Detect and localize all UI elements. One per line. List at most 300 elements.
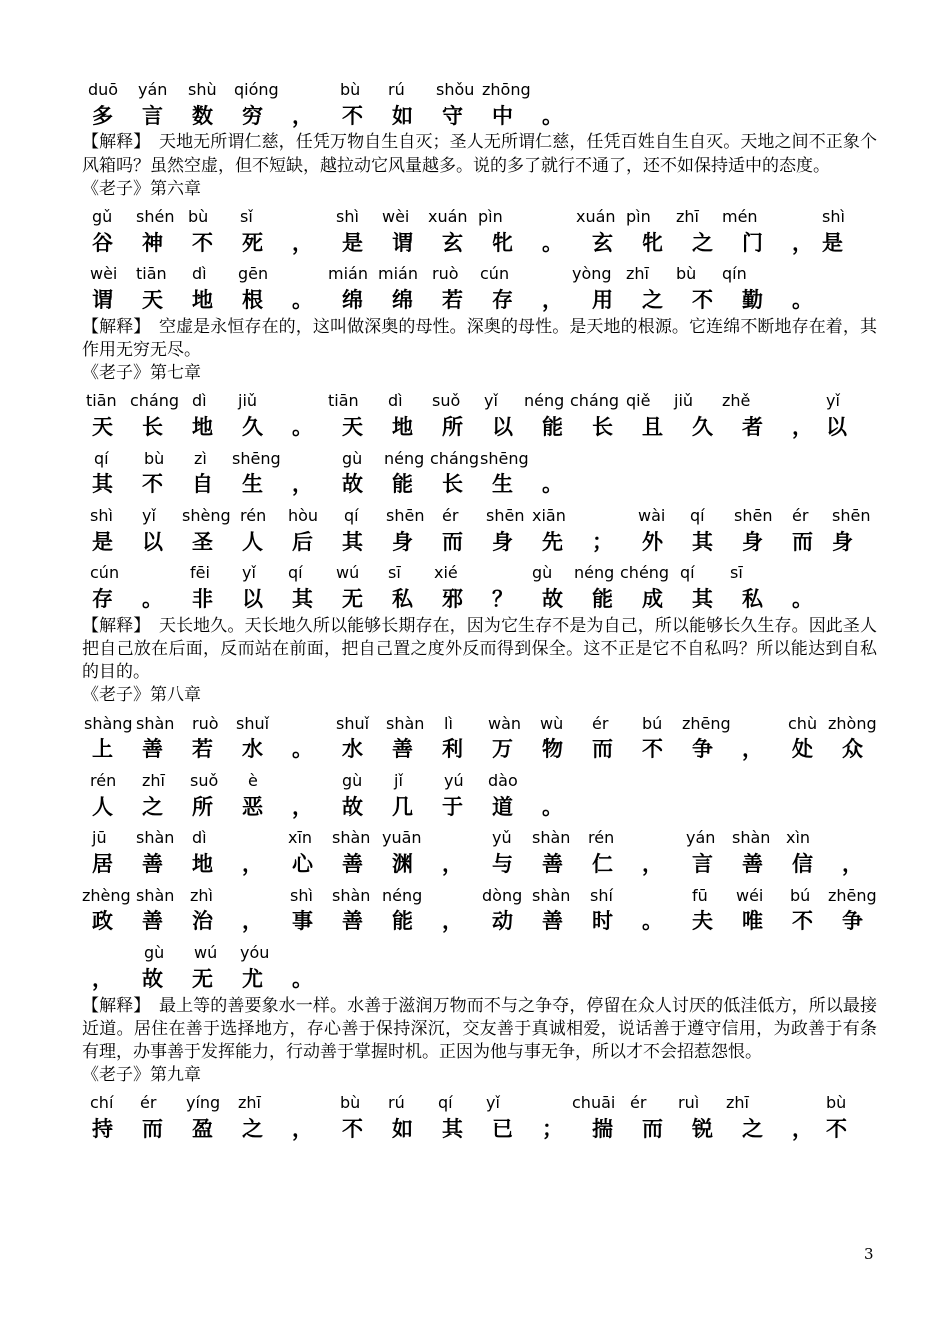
pinyin-syllable: shù <box>188 80 217 99</box>
pinyin-syllable: shì <box>90 506 113 526</box>
hanzi-line <box>82 851 877 880</box>
hanzi-character: 无 <box>192 966 213 991</box>
pinyin-syllable: dì <box>192 828 207 848</box>
pinyin-syllable: shèng <box>182 506 231 526</box>
hanzi-character: 以 <box>242 587 263 612</box>
hanzi-character: 上 <box>92 737 113 762</box>
hanzi-character: 不 <box>192 230 213 255</box>
pinyin-line <box>82 708 877 737</box>
hanzi-character: 言 <box>142 103 163 128</box>
pinyin-syllable: qiě <box>626 391 651 411</box>
pinyin-syllable: qí <box>690 506 705 526</box>
hanzi-character: 善 <box>342 852 363 877</box>
hanzi-character: 身 <box>392 529 413 554</box>
pinyin-syllable: qí <box>94 448 109 468</box>
hanzi-line <box>82 287 877 316</box>
pinyin-syllable: néng <box>574 563 615 583</box>
hanzi-character: 玄 <box>592 230 613 255</box>
hanzi-character: 谓 <box>92 288 113 313</box>
pinyin-line <box>82 500 877 529</box>
hanzi-character: 天 <box>342 415 363 440</box>
hanzi-character: 而 <box>142 1117 163 1142</box>
hanzi-character: 是 <box>342 230 363 255</box>
hanzi-character: 其 <box>292 587 313 612</box>
pinyin-syllable: shì <box>290 885 313 905</box>
pinyin-syllable: zhī <box>142 771 165 791</box>
hanzi-character: 先 <box>542 529 563 554</box>
hanzi-character: 以 <box>492 415 513 440</box>
pinyin-syllable: bú <box>642 713 663 733</box>
hanzi-character: 。 <box>792 587 813 612</box>
hanzi-character: 牝 <box>492 230 513 255</box>
hanzi-character: 所 <box>442 415 463 440</box>
hanzi-character: 身 <box>492 529 513 554</box>
hanzi-character: 政 <box>92 909 113 934</box>
pinyin-syllable: gēn <box>238 264 269 284</box>
pinyin-syllable: yòng <box>572 264 612 284</box>
hanzi-character: 门 <box>742 230 763 255</box>
hanzi-character: 私 <box>392 587 413 612</box>
pinyin-syllable: rén <box>588 828 615 848</box>
hanzi-character: 。 <box>542 103 563 128</box>
hanzi-character: 生 <box>242 472 263 497</box>
explanation-paragraph: 【解释】 天地无所谓仁慈，任凭万物自生自灭；圣人无所谓仁慈，任凭百姓自生自灭。天地之间不正象个风箱吗？虽然空虚，但不短缺，越拉动它风量越多。说的多了就行不通了，还不如保持适中的态度。 <box>82 132 877 176</box>
hanzi-character: 自 <box>192 472 213 497</box>
hanzi-character: 道 <box>492 794 513 819</box>
hanzi-character: 。 <box>142 587 163 612</box>
hanzi-character: 不 <box>642 737 663 762</box>
hanzi-character: 天 <box>92 415 113 440</box>
hanzi-character: 居 <box>92 852 113 877</box>
hanzi-character: 生 <box>492 472 513 497</box>
hanzi-character: 地 <box>192 852 213 877</box>
pinyin-syllable: shàn <box>136 828 175 848</box>
pinyin-syllable: rú <box>388 80 405 99</box>
pinyin-syllable: bù <box>188 206 209 226</box>
hanzi-line <box>82 103 877 132</box>
hanzi-character: 于 <box>442 794 463 819</box>
pinyin-syllable: qióng <box>234 80 279 99</box>
hanzi-character: 几 <box>392 794 413 819</box>
pinyin-syllable: shì <box>336 206 359 226</box>
hanzi-character: 不 <box>342 1117 363 1142</box>
pinyin-syllable: shàn <box>532 885 571 905</box>
hanzi-character: 善 <box>542 852 563 877</box>
pinyin-line <box>82 557 877 586</box>
pinyin-syllable: xiān <box>532 506 566 526</box>
hanzi-character: ， <box>642 852 663 877</box>
pinyin-syllable: néng <box>384 448 425 468</box>
pinyin-syllable: dì <box>388 391 403 411</box>
pinyin-syllable: shēng <box>232 448 281 468</box>
pinyin-syllable: chù <box>788 713 818 733</box>
hanzi-character: ， <box>92 966 113 991</box>
hanzi-character: 与 <box>492 852 513 877</box>
hanzi-character: 圣 <box>192 529 213 554</box>
hanzi-character: 。 <box>542 472 563 497</box>
pinyin-syllable: qí <box>288 563 303 583</box>
pinyin-syllable: shēn <box>486 506 525 526</box>
hanzi-character: 用 <box>592 288 613 313</box>
hanzi-line <box>82 230 877 259</box>
pinyin-syllable: zhī <box>726 1093 749 1113</box>
pinyin-syllable: zhèng <box>82 885 131 905</box>
hanzi-character: 地 <box>192 415 213 440</box>
pinyin-syllable: dì <box>192 264 207 284</box>
hanzi-line <box>82 529 877 558</box>
pinyin-syllable: qí <box>680 563 695 583</box>
hanzi-character: 者 <box>742 415 763 440</box>
pinyin-syllable: ruì <box>678 1093 700 1113</box>
pinyin-syllable: lì <box>444 713 453 733</box>
hanzi-character: 长 <box>142 415 163 440</box>
pinyin-syllable: mián <box>378 264 418 284</box>
pinyin-syllable: cháng <box>130 391 180 411</box>
chapter-title: 《老子》第六章 <box>82 178 201 199</box>
pinyin-syllable: cún <box>480 264 510 284</box>
hanzi-character: 。 <box>792 288 813 313</box>
hanzi-character: 物 <box>542 737 563 762</box>
hanzi-character: 久 <box>692 415 713 440</box>
hanzi-character: 故 <box>342 472 363 497</box>
hanzi-character: 揣 <box>592 1117 613 1142</box>
pinyin-syllable: tiān <box>86 391 117 411</box>
pinyin-syllable: bù <box>144 448 165 468</box>
pinyin-syllable: wù <box>540 713 564 733</box>
hanzi-character: 万 <box>492 737 513 762</box>
hanzi-character: ， <box>442 909 463 934</box>
hanzi-character: 尤 <box>242 966 263 991</box>
hanzi-character: 仁 <box>592 852 613 877</box>
hanzi-character: 能 <box>592 587 613 612</box>
hanzi-character: ， <box>292 472 313 497</box>
pinyin-syllable: shǒu <box>436 80 475 99</box>
pinyin-syllable: zhě <box>722 391 751 411</box>
pinyin-syllable: pìn <box>626 206 651 226</box>
hanzi-character: 而 <box>792 529 813 554</box>
hanzi-character: ， <box>442 852 463 877</box>
hanzi-character: 且 <box>642 415 663 440</box>
hanzi-character: ， <box>842 852 863 877</box>
hanzi-character: 。 <box>292 415 313 440</box>
hanzi-character: 心 <box>292 852 313 877</box>
explanation-paragraph: 【解释】 空虚是永恒存在的，这叫做深奥的母性。深奥的母性。是天地的根源。它连绵不断地存在着，其作用无穷无尽。 <box>82 316 877 360</box>
hanzi-character: 盈 <box>192 1117 213 1142</box>
hanzi-character: ， <box>292 1117 313 1142</box>
pinyin-syllable: chéng <box>620 563 670 583</box>
pinyin-syllable: ér <box>592 713 609 733</box>
hanzi-character: ， <box>292 103 313 128</box>
pinyin-syllable: zhōng <box>482 80 531 99</box>
pinyin-syllable: qí <box>438 1093 453 1113</box>
pinyin-syllable: shàn <box>732 828 771 848</box>
hanzi-character: 牝 <box>642 230 663 255</box>
hanzi-character: 长 <box>442 472 463 497</box>
pinyin-syllable: jǐ <box>394 771 403 791</box>
pinyin-syllable: wài <box>638 506 666 526</box>
hanzi-character: 身 <box>742 529 763 554</box>
pinyin-syllable: cún <box>90 563 120 583</box>
hanzi-character: 水 <box>242 737 263 762</box>
hanzi-character: 邪 <box>442 587 463 612</box>
hanzi-character: 之 <box>242 1117 263 1142</box>
pinyin-syllable: ér <box>442 506 459 526</box>
hanzi-character: ， <box>792 415 813 440</box>
hanzi-character: 其 <box>342 529 363 554</box>
hanzi-line <box>82 794 877 823</box>
hanzi-character: 善 <box>392 737 413 762</box>
hanzi-character: 神 <box>142 230 163 255</box>
pinyin-syllable: ér <box>792 506 809 526</box>
pinyin-syllable: néng <box>524 391 565 411</box>
hanzi-character: 善 <box>342 909 363 934</box>
pinyin-syllable: yuān <box>382 828 422 848</box>
pinyin-syllable: yǐ <box>242 563 256 583</box>
hanzi-character: 持 <box>92 1117 113 1142</box>
hanzi-character: 故 <box>142 966 163 991</box>
hanzi-character: 之 <box>642 288 663 313</box>
pinyin-syllable: bù <box>826 1093 847 1113</box>
hanzi-character: 善 <box>542 909 563 934</box>
pinyin-syllable: hòu <box>288 506 319 526</box>
hanzi-character: 不 <box>826 1117 847 1142</box>
hanzi-line <box>82 1116 877 1145</box>
hanzi-character: 不 <box>142 472 163 497</box>
hanzi-character: 如 <box>392 1117 413 1142</box>
pinyin-line <box>82 1087 877 1116</box>
pinyin-syllable: wéi <box>736 885 764 905</box>
pinyin-line <box>82 765 877 794</box>
hanzi-character: 事 <box>292 909 313 934</box>
hanzi-character: ， <box>242 852 263 877</box>
hanzi-character: 众 <box>842 737 863 762</box>
hanzi-character: 不 <box>342 103 363 128</box>
hanzi-character: 。 <box>292 737 313 762</box>
pinyin-line <box>82 258 877 287</box>
hanzi-character: 时 <box>592 909 613 934</box>
pinyin-syllable: shuǐ <box>336 713 370 733</box>
hanzi-character: 玄 <box>442 230 463 255</box>
pinyin-syllable: shàn <box>532 828 571 848</box>
hanzi-character: 若 <box>192 737 213 762</box>
hanzi-character: 谓 <box>392 230 413 255</box>
hanzi-character: 其 <box>692 529 713 554</box>
hanzi-character: 善 <box>142 852 163 877</box>
hanzi-line <box>82 908 877 937</box>
pinyin-syllable: zhī <box>676 206 699 226</box>
hanzi-character: 不 <box>792 909 813 934</box>
pinyin-syllable: jū <box>92 828 107 848</box>
pinyin-syllable: chuāi <box>572 1093 616 1113</box>
hanzi-character: 。 <box>542 230 563 255</box>
pinyin-line <box>82 822 877 851</box>
hanzi-character: 外 <box>642 529 663 554</box>
document-page <box>82 74 877 1145</box>
pinyin-syllable: shàn <box>136 713 175 733</box>
pinyin-syllable: xìn <box>786 828 811 848</box>
chapter-title: 《老子》第七章 <box>82 363 201 384</box>
hanzi-character: 谷 <box>92 230 113 255</box>
hanzi-character: 锐 <box>692 1117 713 1142</box>
pinyin-syllable: ér <box>140 1093 157 1113</box>
pinyin-syllable: sī <box>730 563 743 583</box>
hanzi-character: 争 <box>842 909 863 934</box>
pinyin-syllable: yán <box>686 828 716 848</box>
pinyin-syllable: gǔ <box>92 206 113 226</box>
hanzi-character: ？ <box>492 587 513 612</box>
pinyin-syllable: shàn <box>332 828 371 848</box>
hanzi-character: 以 <box>142 529 163 554</box>
pinyin-syllable: zhēng <box>682 713 731 733</box>
pinyin-syllable: gù <box>342 448 363 468</box>
pinyin-syllable: dì <box>192 391 207 411</box>
pinyin-syllable: yǐ <box>486 1093 500 1113</box>
hanzi-character: ， <box>242 909 263 934</box>
hanzi-character: 言 <box>692 852 713 877</box>
hanzi-character: 。 <box>292 966 313 991</box>
hanzi-character: 而 <box>642 1117 663 1142</box>
pinyin-syllable: shàn <box>386 713 425 733</box>
pinyin-syllable: shēn <box>832 506 871 526</box>
pinyin-syllable: wàn <box>488 713 522 733</box>
pinyin-syllable: pìn <box>478 206 503 226</box>
pinyin-syllable: néng <box>382 885 423 905</box>
pinyin-syllable: xuán <box>576 206 616 226</box>
pinyin-syllable: shì <box>822 206 845 226</box>
pinyin-syllable: wèi <box>382 206 410 226</box>
pinyin-syllable: duō <box>88 80 119 99</box>
hanzi-character: 数 <box>192 103 213 128</box>
hanzi-character: 地 <box>392 415 413 440</box>
hanzi-character: 中 <box>492 103 513 128</box>
hanzi-character: 后 <box>292 529 313 554</box>
pinyin-syllable: jiǔ <box>238 391 258 411</box>
hanzi-character: 是 <box>822 230 843 255</box>
pinyin-syllable: yú <box>444 771 464 791</box>
hanzi-character: ， <box>792 230 813 255</box>
hanzi-line <box>82 586 877 615</box>
pinyin-syllable: mián <box>328 264 368 284</box>
pinyin-syllable: gù <box>342 771 363 791</box>
hanzi-character: 其 <box>92 472 113 497</box>
hanzi-character: 穷 <box>242 103 263 128</box>
hanzi-character: 动 <box>492 909 513 934</box>
hanzi-character: 人 <box>92 794 113 819</box>
hanzi-character: 而 <box>592 737 613 762</box>
hanzi-character: 以 <box>826 415 847 440</box>
pinyin-line <box>82 74 877 103</box>
hanzi-character: 根 <box>242 288 263 313</box>
hanzi-character: 故 <box>342 794 363 819</box>
pinyin-syllable: qí <box>344 506 359 526</box>
pinyin-syllable: yíng <box>186 1093 221 1113</box>
hanzi-character: 已 <box>492 1117 513 1142</box>
hanzi-character: 其 <box>692 587 713 612</box>
hanzi-line <box>82 414 877 443</box>
pinyin-syllable: suǒ <box>432 391 461 411</box>
chapter-title: 《老子》第八章 <box>82 685 201 706</box>
pinyin-syllable: xuán <box>428 206 468 226</box>
page-number: 3 <box>864 1245 874 1263</box>
hanzi-character: 善 <box>142 909 163 934</box>
hanzi-character: 长 <box>592 415 613 440</box>
pinyin-syllable: xīn <box>288 828 313 848</box>
pinyin-syllable: zhī <box>626 264 649 284</box>
pinyin-syllable: dào <box>488 771 518 791</box>
pinyin-syllable: shàn <box>136 885 175 905</box>
hanzi-character: ； <box>592 529 613 554</box>
hanzi-character: 唯 <box>742 909 763 934</box>
hanzi-character: ， <box>542 288 563 313</box>
pinyin-syllable: gù <box>144 943 165 963</box>
pinyin-syllable: tiān <box>328 391 359 411</box>
hanzi-character: ， <box>292 230 313 255</box>
pinyin-syllable: gù <box>532 563 553 583</box>
pinyin-syllable: shēn <box>734 506 773 526</box>
hanzi-character: 非 <box>192 587 213 612</box>
hanzi-character: 若 <box>442 288 463 313</box>
pinyin-line <box>82 880 877 909</box>
hanzi-character: 。 <box>642 909 663 934</box>
pinyin-syllable: wú <box>194 943 218 963</box>
hanzi-character: 能 <box>392 472 413 497</box>
hanzi-character: ， <box>792 1117 813 1142</box>
pinyin-syllable: shàng <box>84 713 133 733</box>
pinyin-syllable: rén <box>90 771 117 791</box>
hanzi-character: 之 <box>142 794 163 819</box>
pinyin-syllable: wú <box>336 563 360 583</box>
hanzi-character: 无 <box>342 587 363 612</box>
pinyin-syllable: mén <box>722 206 758 226</box>
hanzi-character: 绵 <box>342 288 363 313</box>
hanzi-character: 天 <box>142 288 163 313</box>
hanzi-character: 争 <box>692 737 713 762</box>
hanzi-character: 不 <box>692 288 713 313</box>
pinyin-syllable: tiān <box>136 264 167 284</box>
hanzi-character: 绵 <box>392 288 413 313</box>
pinyin-line <box>82 201 877 230</box>
pinyin-syllable: yóu <box>240 943 270 963</box>
pinyin-syllable: bù <box>340 1093 361 1113</box>
hanzi-character: 私 <box>742 587 763 612</box>
pinyin-syllable: ruò <box>192 713 219 733</box>
hanzi-character: ， <box>742 737 763 762</box>
pinyin-syllable: sī <box>388 563 401 583</box>
pinyin-syllable: sǐ <box>240 206 253 226</box>
pinyin-syllable: xié <box>434 563 458 583</box>
pinyin-syllable: rén <box>240 506 267 526</box>
hanzi-character: 。 <box>292 288 313 313</box>
pinyin-syllable: suǒ <box>190 771 219 791</box>
pinyin-syllable: yǐ <box>826 391 840 411</box>
pinyin-syllable: ér <box>630 1093 647 1113</box>
pinyin-syllable: dòng <box>482 885 523 905</box>
hanzi-character: 之 <box>692 230 713 255</box>
hanzi-character: 如 <box>392 103 413 128</box>
pinyin-syllable: shuǐ <box>236 713 270 733</box>
pinyin-syllable: cháng <box>570 391 620 411</box>
hanzi-character: 存 <box>492 288 513 313</box>
hanzi-character: 水 <box>342 737 363 762</box>
pinyin-syllable: yán <box>138 80 168 99</box>
hanzi-character: 是 <box>92 529 113 554</box>
pinyin-syllable: qín <box>722 264 747 284</box>
pinyin-syllable: fēi <box>190 563 210 583</box>
hanzi-character: 所 <box>192 794 213 819</box>
explanation-paragraph: 【解释】 最上等的善要象水一样。水善于滋润万物而不与之争夺，停留在众人讨厌的低洼低方，所以最接近道。居住在善于选择地方，存心善于保持深沉，交友善于真诚相爱，说话善于遵守信用，为政善于有条有理，办事善于发挥能力，行动善于掌握时机。正因为他与事无争，所以才不会招惹怨恨。 <box>82 995 877 1062</box>
hanzi-character: 渊 <box>392 852 413 877</box>
hanzi-line <box>82 736 877 765</box>
